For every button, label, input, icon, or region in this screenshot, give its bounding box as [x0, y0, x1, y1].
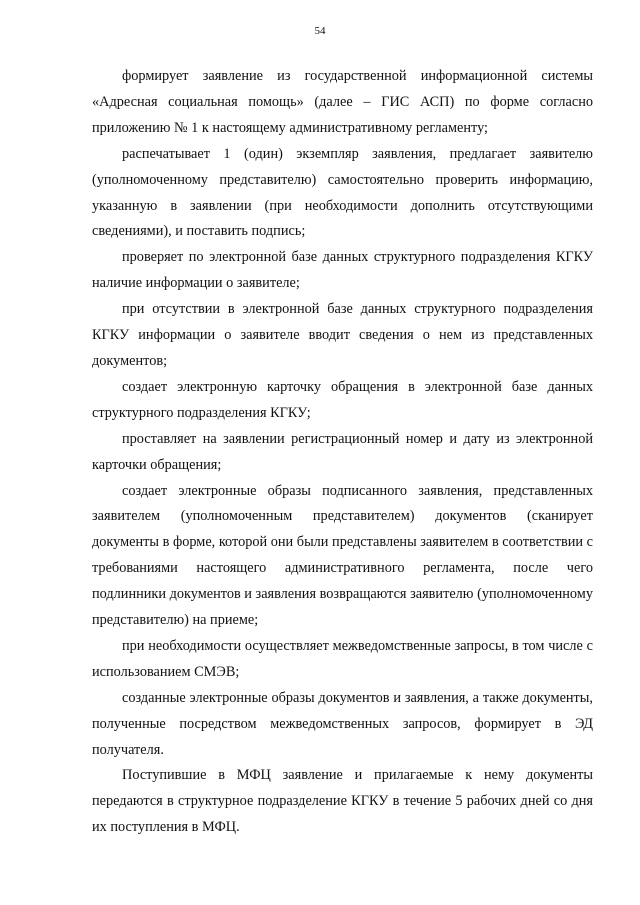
paragraph-1: формирует заявление из государственной информационной системы «Адресная социальная помощь» (далее – ГИС АСП) по форме согласно приложению № 1 к настоящему административному регламенту;: [92, 68, 593, 136]
paragraph-3: проверяет по электронной базе данных структурного подразделения КГКУ наличие информации о заявителе;: [92, 249, 593, 292]
paragraph-6: проставляет на заявлении регистрационный номер и дату из электронной карточки обращения;: [92, 430, 593, 473]
page-number: 54: [314, 25, 326, 37]
paragraph-10: Поступившие в МФЦ заявление и прилагаемые к нему документы передаются в структурное подразделение КГКУ в течение 5 рабочих дней со дня их поступления в МФЦ.: [92, 767, 593, 836]
document-body: [92, 64, 593, 841]
paragraph-2: распечатывает 1 (один) экземпляр заявления, предлагает заявителю (уполномоченному представителю) самостоятельно проверить информацию, указанную в заявлении (при необходимости дополнить отсутствующими сведениями), и поставить подпись;: [92, 145, 593, 240]
paragraph-4: при отсутствии в электронной базе данных структурного подразделения КГКУ информации о заявителе вводит сведения о нем из представленных документов;: [92, 301, 593, 369]
paragraph-5: создает электронную карточку обращения в электронной базе данных структурного подразделения КГКУ;: [92, 378, 593, 421]
paragraph-8: при необходимости осуществляет межведомственные запросы, в том числе с использованием СМЭВ;: [92, 637, 593, 680]
paragraph-9: созданные электронные образы документов и заявления, а также документы, полученные посредством межведомственных запросов, формирует в ЭД получателя.: [92, 689, 593, 758]
paragraph-7: создает электронные образы подписанного заявления, представленных заявителем (уполномоченным представителем) документов (сканирует документы в форме, которой они были представлены заявителем в соответствии с требованиями настоящего административного регламента, после чего подлинники документов и заявления возвращаются заявителю (уполномоченному представителю) на приеме;: [92, 482, 593, 629]
